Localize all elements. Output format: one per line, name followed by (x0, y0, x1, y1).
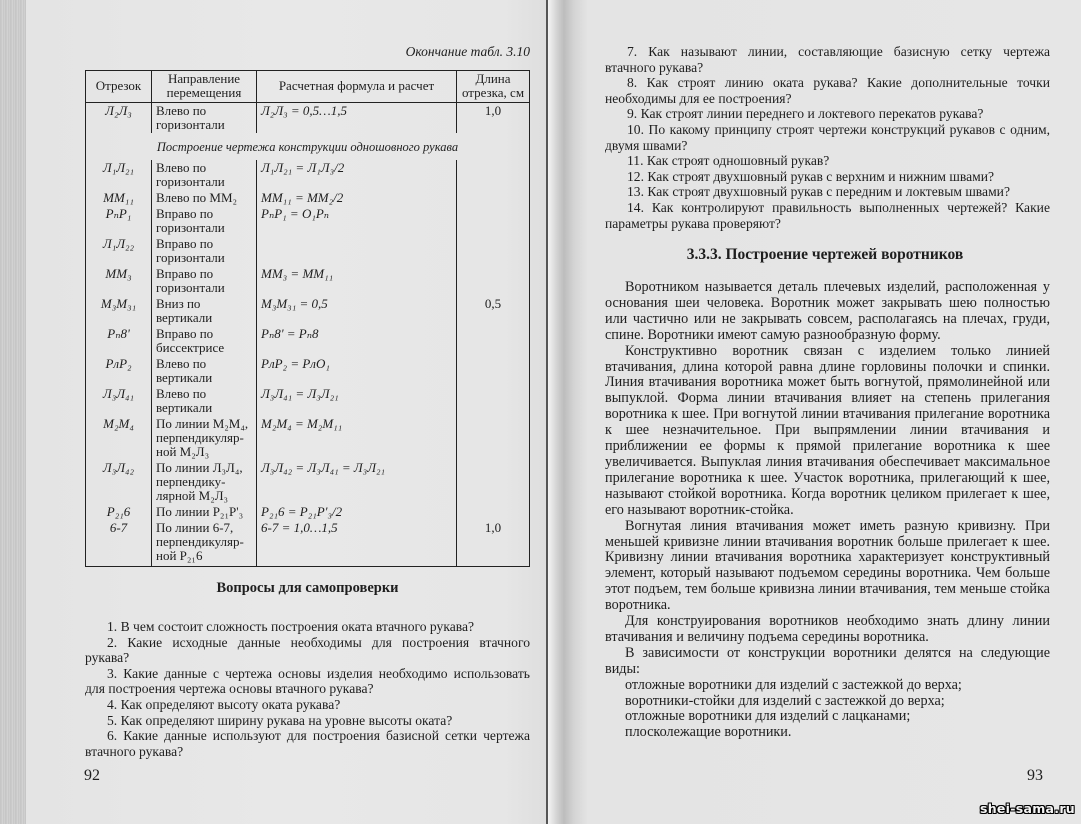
collar-type-item: плосколежащие воротники. (625, 724, 792, 741)
cell-segment: Л₃Л₄₂ (86, 460, 152, 504)
cell-formula (257, 236, 457, 266)
table-header-row (86, 71, 530, 103)
cell-segment: 6-7 (86, 520, 152, 567)
body-paragraph: Конструктивно воротник связан с изделием только линией втачивания, длина которой равна длине горловины полочки и спинки. Линия втачивания воротника может быть вогнутой, прямолинейной или выпуклой. Форма линии втачивания влияет на степень прилегания воротника к шее. При вогнутой линии втачивания прилегание воротника к шее незначительное. При выпрямлении линии втачивания и приближении ее формы к прямой прилегание воротника к шее увеличивается. Выпуклая линия втачивания обеспечивает максимальное прилегание воротника к шее. Участок воротника, прилегающий к шее, называют стойкой воротника. Когда воротник целиком прилегает к шее, его называют воротник-стойка. (605, 342, 1050, 518)
cell-segment: РₙР₁ (86, 206, 152, 236)
cell-direction: По линии Р₂₁Р'₃ (152, 504, 257, 520)
cell-formula: М₃М₃₁ = 0,5 (257, 296, 457, 326)
cell-segment: РлР₂ (86, 356, 152, 386)
cell-segment: Р₂₁6 (86, 504, 152, 520)
question-item: 10. По какому принципу строят чертежи конструкций рукавов с одним, двумя швами? (605, 121, 1050, 153)
questions-list-right (605, 44, 1050, 231)
collar-type-item: отложные воротники для изделий с застежкой до верха; (625, 676, 962, 693)
cell-formula: ММ₁₁ = ММ₂/2 (257, 190, 457, 206)
cell-length: 0,5 (457, 296, 530, 326)
cell-segment: Л₁Л₂₁ (86, 160, 152, 190)
cell-direction: Влево по горизонтали (152, 103, 257, 134)
cell-formula: Л₁Л₂₁ = Л₁Л₃/2 (257, 160, 457, 190)
table-row (86, 504, 530, 520)
table-caption: Окончание табл. 3.10 (405, 44, 530, 59)
question-item: 8. Как строят линию оката рукава? Какие дополнительные точки необходимы для ее построения? (605, 75, 1050, 106)
table-row (86, 326, 530, 356)
cell-segment: Л₂Л₃ (86, 103, 152, 134)
cell-segment: Л₁Л₂₂ (86, 236, 152, 266)
questions-heading: Вопросы для самопроверки (216, 580, 399, 596)
cell-formula: 6-7 = 1,0…1,5 (257, 520, 457, 567)
cell-length: 1,0 (457, 103, 530, 134)
question-item: 5. Как определяют ширину рукава на уровне высоты оката? (107, 712, 453, 728)
cell-direction: Влево по вертикали (152, 386, 257, 416)
cell-direction: Вправо по биссектрисе (152, 326, 257, 356)
cell-direction: Вниз по вертикали (152, 296, 257, 326)
cell-length (457, 386, 530, 416)
page-number-left: 92 (84, 767, 100, 784)
question-item: 11. Как строят одношовный рукав? (627, 153, 830, 169)
collar-type-item: отложные воротники для изделий с лацканами; (625, 708, 911, 725)
cell-length (457, 460, 530, 504)
cell-length (457, 160, 530, 190)
cell-direction: По линии Л₃Л₄, перпендику-лярной М₂Л₃ (152, 460, 257, 504)
cell-segment: ММ₃ (86, 266, 152, 296)
construction-table (85, 70, 530, 567)
cell-length (457, 266, 530, 296)
cell-segment: Л₃Л₄₁ (86, 386, 152, 416)
cell-segment: ММ₁₁ (86, 190, 152, 206)
question-item: 1. В чем состоит сложность построения оката втачного рукава? (107, 619, 475, 634)
cell-segment: М₂М₄ (86, 416, 152, 460)
cell-length (457, 416, 530, 460)
table-section-row (86, 133, 530, 160)
page-stack-edge (0, 0, 26, 824)
cell-direction: Вправо по горизонтали (152, 236, 257, 266)
page-number-right: 93 (1027, 767, 1043, 784)
body-paragraph: В зависимости от конструкции воротники делятся на следующие виды: (605, 644, 1050, 677)
body-paragraph: Вогнутая линия втачивания может иметь разную кривизну. При меньшей кривизне линии втачивания воротник больше прилегает к шее. Кривизну линии втачивания воротника характеризует конструктивный элемент, который называют подъемом середины воротника. Чем больше этот подъем, тем больше кривизна линии втачивания, тем меньше стойка воротника. (605, 517, 1050, 614)
table-row (86, 103, 530, 134)
cell-formula: Р₂₁6 = Р₂₁Р'₃/2 (257, 504, 457, 520)
cell-direction: Влево по вертикали (152, 356, 257, 386)
table-row (86, 296, 530, 326)
table-row (86, 206, 530, 236)
header-length: Длина отрезка, см (457, 71, 530, 103)
header-formula: Расчетная формула и расчет (257, 71, 457, 103)
table-row (86, 266, 530, 296)
question-item: 14. Как контролируют правильность выполненных чертежей? Какие параметры рукава проверяют? (605, 199, 1050, 231)
cell-direction: По линии 6-7, перпендикуляр-ной Р₂₁6 (152, 520, 257, 567)
cell-length (457, 326, 530, 356)
cell-direction: Влево по горизонтали (152, 160, 257, 190)
question-item: 12. Как строят двухшовный рукав с верхним и нижним швами? (627, 168, 995, 184)
cell-formula: М₂М₄ = М₂М₁₁ (257, 416, 457, 460)
collar-type-item: воротники-стойки для изделий с застежкой до верха; (625, 692, 945, 709)
table-row (86, 416, 530, 460)
section-heading: 3.3.3. Построение чертежей воротников (686, 246, 964, 263)
table-row (86, 236, 530, 266)
question-item: 3. Какие данные с чертежа основы изделия необходимо использовать для построения чертежа основы втачного рукава? (85, 665, 530, 697)
cell-direction: Вправо по горизонтали (152, 206, 257, 236)
table-row (86, 460, 530, 504)
section-title: Построение чертежа конструкции одношовного рукава (86, 133, 530, 160)
watermark: shei-sama.ru (979, 801, 1075, 816)
cell-formula: РлР₂ = РлО₁ (257, 356, 457, 386)
table-row (86, 160, 530, 190)
cell-formula: Рₙ8' = Рₙ8 (257, 326, 457, 356)
cell-segment: М₃М₃₁ (86, 296, 152, 326)
body-paragraph: Воротником называется деталь плечевых изделий, расположенная у основания шеи человека. Воротник может закрывать шею полностью или частично или не закрывать совсем, располагаясь на плечах, груди, спине. Воротники имеют самую разнообразную форму. (605, 279, 1050, 343)
question-item: 9. Как строят линии переднего и локтевого перекатов рукава? (627, 106, 984, 122)
cell-formula: Л₂Л₃ = 0,5…1,5 (257, 103, 457, 134)
cell-length (457, 206, 530, 236)
cell-formula: ММ₃ = ММ₁₁ (257, 266, 457, 296)
cell-formula: РₙР₁ = О₁Рₙ (257, 206, 457, 236)
questions-list-left (85, 619, 530, 759)
table-row (86, 190, 530, 206)
question-item: 6. Какие данные используют для построения базисной сетки чертежа втачного рукава? (85, 728, 530, 759)
table-row (86, 356, 530, 386)
cell-length (457, 236, 530, 266)
cell-direction: Вправо по горизонтали (152, 266, 257, 296)
cell-length: 1,0 (457, 520, 530, 567)
cell-length (457, 190, 530, 206)
question-item: 4. Как определяют высоту оката рукава? (107, 696, 341, 712)
cell-length (457, 504, 530, 520)
question-item: 7. Как называют линии, составляющие базисную сетку чертежа втачного рукава? (605, 44, 1050, 75)
question-item: 13. Как строят двухшовный рукав с передним и локтевым швами? (627, 184, 1010, 200)
table-row (86, 520, 530, 567)
body-paragraph: Для конструирования воротников необходимо знать длину линии втачивания и величину подъема середины воротника. (605, 613, 1050, 645)
header-direction: Направление перемещения (152, 71, 257, 103)
cell-direction: Влево по ММ₂ (152, 190, 257, 206)
table-row (86, 386, 530, 416)
cell-direction: По линии М₂М₄, перпендикуляр-ной М₂Л₃ (152, 416, 257, 460)
header-segment: Отрезок (86, 71, 152, 103)
cell-formula: Л₃Л₄₁ = Л₃Л₂₁ (257, 386, 457, 416)
question-item: 2. Какие исходные данные необходимы для построения втачного рукава? (85, 634, 530, 666)
section-body (605, 280, 1050, 741)
cell-formula: Л₃Л₄₂ = Л₃Л₄₁ = Л₃Л₂₁ (257, 460, 457, 504)
cell-length (457, 356, 530, 386)
cell-segment: Рₙ8' (86, 326, 152, 356)
